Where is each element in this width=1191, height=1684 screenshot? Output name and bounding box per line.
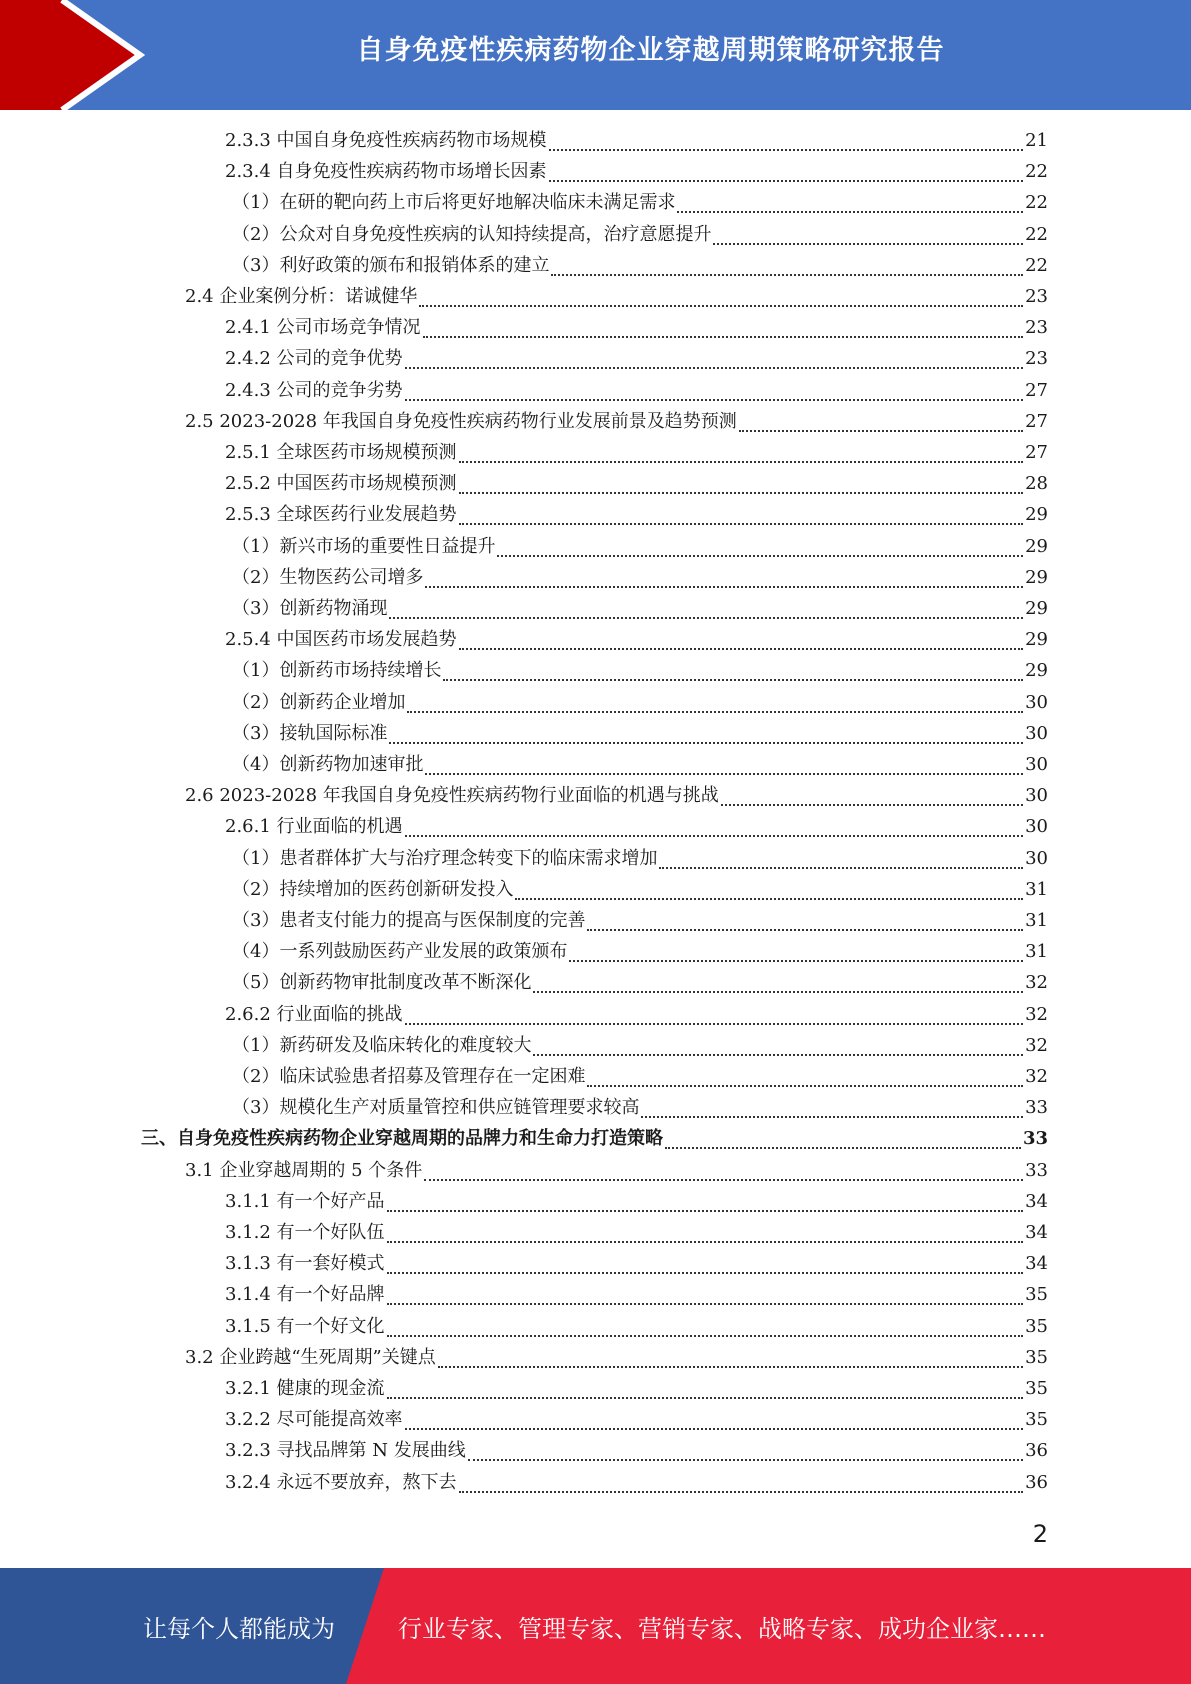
- toc-entry-page: 21: [1025, 130, 1048, 151]
- toc-entry[interactable]: [185, 283, 1048, 311]
- toc-dot-leader: [407, 689, 1023, 713]
- toc-entry-page: 33: [1025, 1159, 1048, 1181]
- toc-entry-label: 3.2.2 尽可能提高效率: [225, 1409, 403, 1431]
- toc-dot-leader: [387, 1250, 1024, 1274]
- toc-entry[interactable]: [185, 1344, 1048, 1372]
- toc-entry[interactable]: [225, 345, 1048, 373]
- toc-entry[interactable]: [141, 1125, 1048, 1153]
- toc-entry[interactable]: [232, 938, 1048, 966]
- toc-entry-page: 34: [1025, 1253, 1048, 1275]
- toc-entry[interactable]: [225, 1406, 1048, 1434]
- toc-entry-label: （1）创新药市场持续增长: [232, 660, 442, 682]
- toc-entry[interactable]: [232, 845, 1048, 873]
- toc-entry-page: 22: [1025, 161, 1048, 183]
- toc-entry-page: 31: [1025, 941, 1048, 963]
- toc-entry[interactable]: [225, 1188, 1048, 1216]
- toc-entry-page: 27: [1025, 442, 1048, 463]
- toc-entry[interactable]: [232, 1094, 1048, 1122]
- toc-dot-leader: [419, 283, 1023, 307]
- toc-dot-leader: [459, 439, 1024, 463]
- toc-entry-label: 3.2.1 健康的现金流: [225, 1378, 385, 1399]
- toc-entry[interactable]: [232, 1063, 1048, 1091]
- toc-dot-leader: [405, 1406, 1024, 1430]
- toc-entry-label: 2.4.1 公司市场竞争情况: [225, 317, 421, 339]
- toc-entry-page: 32: [1025, 1066, 1048, 1087]
- toc-entry-page: 23: [1025, 317, 1048, 339]
- page-header: [0, 0, 1191, 110]
- toc-dot-leader: [713, 221, 1023, 245]
- toc-entry-label: 2.4 企业案例分析：诺诚健华: [185, 286, 418, 307]
- toc-entry-page: 22: [1025, 254, 1048, 276]
- toc-dot-leader: [587, 1063, 1023, 1087]
- toc-entry-label: （3）患者支付能力的提高与医保制度的完善: [232, 910, 586, 931]
- toc-dot-leader: [459, 501, 1024, 525]
- toc-dot-leader: [443, 657, 1023, 681]
- toc-entry-page: 35: [1025, 1346, 1048, 1368]
- toc-entry-page: 29: [1025, 504, 1048, 526]
- toc-dot-leader: [739, 408, 1023, 432]
- toc-entry-label: 3.1.5 有一个好文化: [225, 1315, 385, 1337]
- toc-entry-page: 31: [1025, 878, 1048, 900]
- toc-dot-leader: [551, 252, 1023, 276]
- toc-entry-page: 29: [1025, 598, 1048, 619]
- toc-entry-label: 2.5.1 全球医药市场规模预测: [225, 442, 457, 463]
- toc-entry[interactable]: [232, 689, 1048, 717]
- toc-entry-label: 2.3.3 中国自身免疫性疾病药物市场规模: [225, 130, 547, 151]
- toc-dot-leader: [515, 876, 1023, 900]
- toc-entry-page: 30: [1025, 722, 1048, 744]
- toc-entry-page: 29: [1025, 629, 1048, 651]
- toc-entry-label: （1）新兴市场的重要性日益提升: [232, 535, 496, 557]
- toc-entry-page: 30: [1025, 754, 1048, 775]
- toc-entry-label: 2.4.2 公司的竞争优势: [225, 348, 403, 370]
- toc-entry-page: 29: [1025, 566, 1048, 588]
- toc-entry-page: 29: [1025, 535, 1048, 557]
- toc-entry-label: 2.5.4 中国医药市场发展趋势: [225, 629, 457, 651]
- toc-dot-leader: [387, 1188, 1024, 1212]
- toc-entry-label: （2）公众对自身免疫性疾病的认知持续提高，治疗意愿提升: [232, 223, 712, 245]
- toc-dot-leader: [497, 533, 1023, 557]
- toc-entry-label: （3）创新药物涌现: [232, 598, 388, 619]
- toc-entry[interactable]: [232, 564, 1048, 592]
- toc-entry-page: 27: [1025, 410, 1048, 432]
- toc-entry[interactable]: [185, 782, 1048, 810]
- toc-entry-page: 23: [1025, 286, 1048, 307]
- toc-entry[interactable]: [232, 189, 1048, 217]
- toc-entry[interactable]: [225, 501, 1048, 529]
- page-footer: [0, 1568, 1191, 1684]
- toc-entry-label: 3.1.4 有一个好品牌: [225, 1284, 385, 1306]
- toc-entry-label: （3）规模化生产对质量管控和供应链管理要求较高: [232, 1097, 640, 1119]
- toc-entry-page: 30: [1025, 691, 1048, 713]
- toc-dot-leader: [569, 938, 1023, 962]
- toc-entry-page: 35: [1025, 1315, 1048, 1337]
- toc-entry-page: 32: [1025, 972, 1048, 994]
- toc-entry[interactable]: [232, 657, 1048, 685]
- toc-entry[interactable]: [225, 470, 1048, 498]
- toc-dot-leader: [425, 564, 1023, 588]
- toc-entry-label: 3.2 企业跨越“生死周期”关键点: [185, 1346, 436, 1368]
- toc-entry[interactable]: [225, 1313, 1048, 1341]
- toc-dot-leader: [405, 377, 1024, 401]
- toc-entry[interactable]: [225, 1001, 1048, 1029]
- toc-entry[interactable]: [232, 720, 1048, 748]
- toc-entry[interactable]: [225, 158, 1048, 186]
- toc-dot-leader: [387, 1219, 1024, 1243]
- toc-entry[interactable]: [225, 1437, 1048, 1465]
- toc-dot-leader: [549, 158, 1024, 182]
- toc-entry-label: 2.4.3 公司的竞争劣势: [225, 379, 403, 401]
- toc-entry[interactable]: [232, 876, 1048, 904]
- header-title: 自身免疫性疾病药物企业穿越周期策略研究报告: [356, 35, 945, 66]
- toc-dot-leader: [549, 127, 1024, 151]
- toc-entry[interactable]: [225, 377, 1048, 405]
- toc-entry[interactable]: [232, 252, 1048, 280]
- toc-entry[interactable]: [232, 907, 1048, 935]
- toc-dot-leader: [677, 189, 1023, 213]
- toc-entry-page: 31: [1025, 910, 1048, 931]
- toc-entry-label: （1）患者群体扩大与治疗理念转变下的临床需求增加: [232, 847, 658, 869]
- toc-dot-leader: [423, 314, 1024, 338]
- toc-entry[interactable]: [225, 1219, 1048, 1247]
- toc-dot-leader: [405, 813, 1024, 837]
- toc-dot-leader: [641, 1094, 1023, 1118]
- toc-entry-page: 22: [1025, 192, 1048, 214]
- toc-dot-leader: [387, 1281, 1024, 1305]
- toc-entry-label: （3）接轨国际标准: [232, 722, 388, 744]
- toc-dot-leader: [665, 1125, 1021, 1149]
- toc-dot-leader: [389, 720, 1023, 744]
- toc-entry-label: （1）新药研发及临床转化的难度较大: [232, 1034, 532, 1056]
- page-number: 2: [1032, 1520, 1048, 1548]
- toc-entry-label: 3.1 企业穿越周期的 5 个条件: [185, 1159, 423, 1181]
- toc-dot-leader: [438, 1344, 1023, 1368]
- toc-dot-leader: [459, 1469, 1024, 1493]
- toc-entry-label: （1）在研的靶向药上市后将更好地解决临床未满足需求: [232, 192, 676, 214]
- toc-dot-leader: [459, 626, 1024, 650]
- toc-entry[interactable]: [232, 1032, 1048, 1060]
- toc-dot-leader: [405, 1001, 1024, 1025]
- toc-dot-leader: [424, 1157, 1023, 1181]
- toc-entry-page: 35: [1025, 1378, 1048, 1399]
- toc-entry-label: （5）创新药物审批制度改革不断深化: [232, 972, 532, 994]
- footer-slogan-left: 让每个人都能成为: [143, 1615, 335, 1643]
- toc-entry-page: 28: [1025, 473, 1048, 495]
- toc-entry-label: （2）创新药企业增加: [232, 691, 406, 713]
- toc-entry-page: 23: [1025, 348, 1048, 370]
- footer-slogan-right: 行业专家、管理专家、营销专家、战略专家、成功企业家……: [398, 1615, 1046, 1643]
- toc-entry[interactable]: [185, 1157, 1048, 1185]
- toc-entry[interactable]: [225, 314, 1048, 342]
- toc-entry-label: 2.6.2 行业面临的挑战: [225, 1003, 403, 1025]
- toc-entry-page: 35: [1025, 1284, 1048, 1306]
- toc-entry[interactable]: [225, 626, 1048, 654]
- toc-entry[interactable]: [225, 1375, 1048, 1403]
- toc-entry[interactable]: [232, 221, 1048, 249]
- toc-entry-label: 3.1.3 有一套好模式: [225, 1253, 385, 1275]
- toc-dot-leader: [721, 782, 1023, 806]
- toc-dot-leader: [659, 845, 1023, 869]
- toc-entry-page: 29: [1025, 660, 1048, 682]
- toc-entry-page: 27: [1025, 379, 1048, 401]
- toc-entry-page: 32: [1025, 1034, 1048, 1056]
- toc-dot-leader: [389, 595, 1023, 619]
- toc-entry-page: 36: [1025, 1440, 1048, 1462]
- toc-entry[interactable]: [232, 595, 1048, 623]
- toc-entry-label: 2.5 2023-2028 年我国自身免疫性疾病药物行业发展前景及趋势预测: [185, 410, 737, 432]
- toc-entry[interactable]: [185, 408, 1048, 436]
- toc-entry-page: 30: [1025, 847, 1048, 869]
- toc-entry[interactable]: [225, 439, 1048, 467]
- toc-entry-page: 30: [1025, 785, 1048, 807]
- toc-entry-label: 三、自身免疫性疾病药物企业穿越周期的品牌力和生命力打造策略: [141, 1128, 663, 1150]
- toc-entry-label: （3）利好政策的颁布和报销体系的建立: [232, 254, 550, 276]
- toc-entry-page: 34: [1025, 1190, 1048, 1212]
- toc-entry-label: （2）生物医药公司增多: [232, 566, 424, 588]
- toc-dot-leader: [533, 1032, 1023, 1056]
- toc-entry-page: 35: [1025, 1409, 1048, 1431]
- toc-dot-leader: [468, 1437, 1023, 1461]
- toc-entry[interactable]: [225, 1250, 1048, 1278]
- toc-entry[interactable]: [225, 127, 1048, 155]
- toc-dot-leader: [425, 751, 1023, 775]
- toc-entry[interactable]: [225, 1469, 1048, 1497]
- toc-entry-label: 2.5.3 全球医药行业发展趋势: [225, 504, 457, 526]
- toc-entry-label: 3.1.2 有一个好队伍: [225, 1222, 385, 1243]
- toc-dot-leader: [405, 345, 1024, 369]
- toc-entry-page: 30: [1025, 816, 1048, 838]
- toc-entry-label: 3.2.3 寻找品牌第 N 发展曲线: [225, 1440, 466, 1462]
- toc-entry-label: 2.6 2023-2028 年我国自身免疫性疾病药物行业面临的机遇与挑战: [185, 785, 719, 807]
- toc-entry-label: （2）临床试验患者招募及管理存在一定困难: [232, 1066, 586, 1087]
- toc-dot-leader: [587, 907, 1023, 931]
- toc-dot-leader: [387, 1375, 1024, 1399]
- toc-entry-label: 2.6.1 行业面临的机遇: [225, 816, 403, 838]
- toc-entry[interactable]: [232, 533, 1048, 561]
- toc-entry-page: 22: [1025, 223, 1048, 245]
- toc-dot-leader: [387, 1313, 1024, 1337]
- toc-entry-page: 33: [1022, 1128, 1048, 1150]
- toc-entry-page: 34: [1025, 1222, 1048, 1243]
- toc-entry-label: 2.5.2 中国医药市场规模预测: [225, 473, 457, 495]
- toc-dot-leader: [459, 470, 1024, 494]
- toc-entry[interactable]: [225, 1281, 1048, 1309]
- toc-entry[interactable]: [232, 969, 1048, 997]
- toc-entry-page: 32: [1025, 1003, 1048, 1025]
- toc-dot-leader: [533, 969, 1023, 993]
- toc-entry-label: 3.2.4 永远不要放弃，熬下去: [225, 1471, 457, 1493]
- toc-entry[interactable]: [232, 751, 1048, 779]
- toc-entry-label: 3.1.1 有一个好产品: [225, 1190, 385, 1212]
- toc-entry[interactable]: [225, 813, 1048, 841]
- toc-entry-label: （4）创新药物加速审批: [232, 754, 424, 775]
- toc-entry-label: （4）一系列鼓励医药产业发展的政策颁布: [232, 941, 568, 963]
- toc-entry-label: （2）持续增加的医药创新研发投入: [232, 878, 514, 900]
- toc-entry-label: 2.3.4 自身免疫性疾病药物市场增长因素: [225, 161, 547, 183]
- toc-entry-page: 36: [1025, 1471, 1048, 1493]
- toc-entry-page: 33: [1025, 1097, 1048, 1119]
